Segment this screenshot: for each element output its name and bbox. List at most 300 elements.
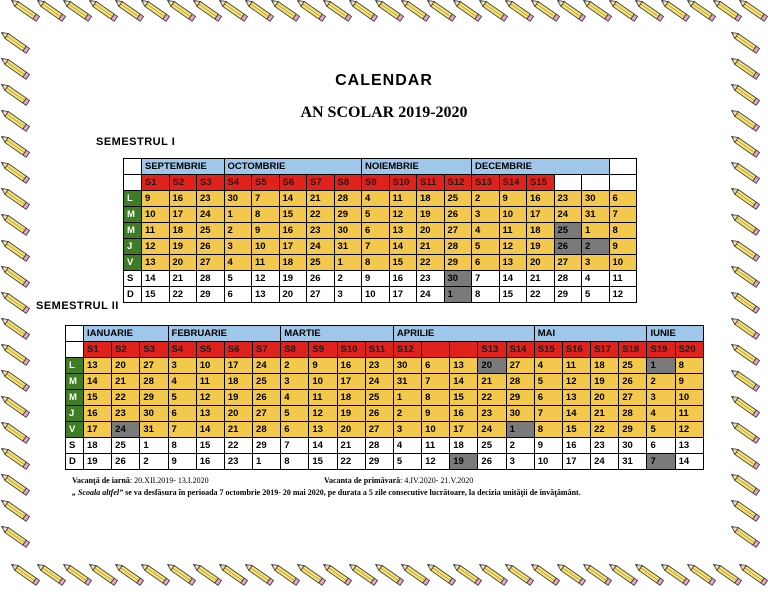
vacation-note-line [72,476,209,485]
date-cell: 30 [140,406,168,422]
date-cell: 17 [337,374,365,390]
week-number-row [124,175,637,191]
date-cell: 1 [506,422,534,438]
pencil-icon [88,562,118,585]
date-cell: 15 [389,255,417,271]
date-cell: 14 [675,454,703,470]
date-cell: 4 [393,438,421,454]
date-cell: 2 [393,406,421,422]
date-cell: 28 [253,422,281,438]
date-cell: 24 [478,422,506,438]
pencil-icon [192,0,222,21]
date-cell: 16 [84,406,112,422]
week-number: S15 [527,175,555,191]
day-row [66,438,704,454]
date-cell: 15 [84,390,112,406]
date-cell: 22 [112,390,140,406]
date-cell: 10 [609,255,637,271]
week-number: S10 [389,175,417,191]
date-cell: 28 [619,406,647,422]
pencil-icon [0,238,30,261]
pencil-icon [0,342,30,365]
date-cell: 29 [253,438,281,454]
pencil-icon [730,498,760,521]
pencil-icon [582,0,612,21]
week-number: S10 [337,342,365,358]
pencil-icon [0,160,30,183]
pencil-icon [244,0,274,21]
date-cell: 11 [499,223,527,239]
pencil-icon [730,446,760,469]
date-cell: 12 [422,454,450,470]
date-cell: 4 [582,271,610,287]
week-number: S9 [362,175,390,191]
pencil-icon [114,562,144,585]
date-cell: 28 [554,271,582,287]
week-number [450,342,478,358]
date-cell: 8 [281,454,309,470]
date-cell: 11 [252,255,280,271]
date-cell: 5 [281,406,309,422]
date-cell: 25 [365,390,393,406]
pencil-icon [738,562,768,585]
date-cell: 13 [675,438,703,454]
date-cell: 25 [444,191,472,207]
date-cell: 19 [279,271,307,287]
pencil-icon [634,562,664,585]
date-cell: 23 [417,271,445,287]
pencil-icon [730,212,760,235]
pencil-icon [730,472,760,495]
date-cell: 14 [450,374,478,390]
date-cell: 13 [499,255,527,271]
corner-cell [124,159,142,175]
day-row [66,390,704,406]
corner-cell [66,342,84,358]
date-cell: 31 [334,239,362,255]
pencil-icon [0,30,30,53]
date-cell: 6 [534,390,562,406]
date-cell: 3 [168,358,196,374]
pencil-icon [0,472,30,495]
date-cell: 25 [554,223,582,239]
date-cell: 4 [362,191,390,207]
date-cell: 25 [197,223,225,239]
week-number: S4 [168,342,196,358]
date-cell: 31 [140,422,168,438]
date-cell: 24 [112,422,140,438]
date-cell: 6 [422,358,450,374]
date-cell: 3 [393,422,421,438]
date-cell: 9 [252,223,280,239]
pencil-icon [730,264,760,287]
pencil-icon [114,0,144,21]
date-cell: 20 [591,390,619,406]
date-cell: 7 [609,207,637,223]
spring-vacation-note [324,476,473,485]
date-cell: 27 [365,422,393,438]
date-cell: 20 [169,255,197,271]
date-cell: 29 [506,390,534,406]
date-cell: 17 [224,358,252,374]
date-cell: 27 [444,223,472,239]
weekday-label: L [124,191,142,207]
date-cell: 4 [534,358,562,374]
date-cell: 15 [142,287,170,303]
pencil-icon [730,290,760,313]
pencil-icon [730,134,760,157]
date-cell: 23 [554,191,582,207]
date-cell: 26 [478,454,506,470]
date-cell: 10 [534,454,562,470]
scoala-altfel-note [72,488,581,497]
date-cell: 15 [279,207,307,223]
date-cell: 9 [675,374,703,390]
date-cell: 16 [169,191,197,207]
date-cell: 1 [444,287,472,303]
pencil-icon [10,562,40,585]
pencil-icon [218,562,248,585]
spring-vacation-dates: : 4.IV.2020- 21.V.2020 [400,476,474,485]
date-cell: 19 [450,454,478,470]
pencil-icon [582,562,612,585]
date-cell: 22 [337,454,365,470]
semester-1-heading: SEMESTRUL I [96,136,176,148]
date-cell: 27 [197,255,225,271]
month-header: MAI [534,326,647,342]
date-cell: 8 [609,223,637,239]
date-cell: 5 [362,207,390,223]
date-cell: 2 [472,191,500,207]
date-cell: 21 [337,438,365,454]
date-cell: 30 [619,438,647,454]
pencil-icon [730,186,760,209]
date-cell: 26 [365,406,393,422]
date-cell: 15 [562,422,590,438]
week-number: S4 [224,175,252,191]
date-cell: 21 [478,374,506,390]
pencil-icon [0,420,30,443]
day-row [124,287,637,303]
date-cell: 18 [417,191,445,207]
date-cell: 5 [647,422,675,438]
date-cell: 9 [168,454,196,470]
month-header: MARTIE [281,326,394,342]
date-cell: 26 [112,454,140,470]
date-cell: 22 [224,438,252,454]
date-cell: 26 [197,239,225,255]
date-cell: 17 [84,422,112,438]
pencil-icon [730,238,760,261]
pencil-icon [166,562,196,585]
pencil-icon [0,186,30,209]
date-cell: 25 [619,358,647,374]
date-cell: 14 [389,239,417,255]
date-cell: 6 [224,287,252,303]
date-cell: 30 [444,271,472,287]
weekday-label: D [66,454,84,470]
date-cell: 12 [252,271,280,287]
date-cell: 6 [362,223,390,239]
date-cell: 9 [422,406,450,422]
pencil-icon [270,0,300,21]
pencil-icon [10,0,40,21]
date-cell: 8 [422,390,450,406]
empty-cell [609,159,637,175]
month-header: SEPTEMBRIE [142,159,225,175]
week-number: S9 [309,342,337,358]
date-cell: 23 [112,406,140,422]
date-cell: 29 [444,255,472,271]
date-cell: 13 [450,358,478,374]
pencil-icon [738,0,768,21]
date-cell: 24 [591,454,619,470]
date-cell: 27 [554,255,582,271]
date-cell: 29 [334,207,362,223]
pencil-icon [348,562,378,585]
date-cell: 26 [619,374,647,390]
weekday-label: L [66,358,84,374]
pencil-icon [634,0,664,21]
date-cell: 11 [389,191,417,207]
date-cell: 28 [506,374,534,390]
date-cell: 12 [609,287,637,303]
weekday-label: J [124,239,142,255]
scoala-altfel-title: „ Scoala altfel” [72,488,124,497]
date-cell: 29 [554,287,582,303]
date-cell: 12 [309,406,337,422]
date-cell: 27 [307,287,335,303]
date-cell: 12 [499,239,527,255]
month-header: IUNIE [647,326,704,342]
pencil-icon [504,0,534,21]
week-number [422,342,450,358]
date-cell: 14 [562,406,590,422]
week-number: S13 [478,342,506,358]
date-cell: 19 [84,454,112,470]
date-cell: 13 [142,255,170,271]
pencil-icon [660,0,690,21]
week-number: S12 [444,175,472,191]
week-number: S1 [142,175,170,191]
day-row [124,207,637,223]
day-row [66,422,704,438]
month-header-row [66,326,704,342]
date-cell: 20 [527,255,555,271]
date-cell: 18 [84,438,112,454]
month-header: OCTOMBRIE [224,159,362,175]
date-cell: 10 [309,374,337,390]
pencil-icon [478,0,508,21]
pencil-icon [62,0,92,21]
date-cell: 11 [422,438,450,454]
date-cell: 7 [422,374,450,390]
date-cell: 25 [307,255,335,271]
pencil-icon [140,562,170,585]
date-cell: 4 [281,390,309,406]
pencil-icon [0,446,30,469]
date-cell: 7 [281,438,309,454]
pencil-icon [556,0,586,21]
date-cell: 5 [472,239,500,255]
date-cell: 22 [417,255,445,271]
week-number: S7 [253,342,281,358]
pencil-icon [296,562,326,585]
date-cell: 13 [389,223,417,239]
date-cell: 18 [169,223,197,239]
pencil-icon [712,0,742,21]
winter-vacation-dates: : 20.XII.2019- 13.I.2020 [129,476,209,485]
date-cell: 12 [389,207,417,223]
week-number: S11 [417,175,445,191]
date-cell: 9 [609,239,637,255]
pencil-icon [426,0,456,21]
pencil-icon [686,0,716,21]
date-cell: 9 [534,438,562,454]
date-cell: 22 [527,287,555,303]
date-cell: 6 [647,438,675,454]
date-cell: 29 [140,390,168,406]
week-number: S3 [140,342,168,358]
date-cell: 2 [582,239,610,255]
date-cell: 20 [279,287,307,303]
date-cell: 21 [417,239,445,255]
date-cell: 24 [253,358,281,374]
date-cell: 25 [253,374,281,390]
month-header: FEBRUARIE [168,326,281,342]
date-cell: 22 [591,422,619,438]
date-cell: 4 [224,255,252,271]
date-cell: 9 [362,271,390,287]
date-cell: 29 [197,287,225,303]
week-number: S16 [562,342,590,358]
week-number: S20 [675,342,703,358]
date-cell: 25 [112,438,140,454]
date-cell: 8 [675,358,703,374]
date-cell: 21 [224,422,252,438]
date-cell: 24 [554,207,582,223]
week-number: S1 [84,342,112,358]
date-cell: 17 [389,287,417,303]
pencil-icon [730,342,760,365]
date-cell: 22 [478,390,506,406]
date-cell: 16 [562,438,590,454]
date-cell: 26 [253,390,281,406]
date-cell: 16 [337,358,365,374]
pencil-icon [730,368,760,391]
pencil-icon [348,0,378,21]
date-cell: 20 [337,422,365,438]
day-row [124,223,637,239]
week-number: S17 [591,342,619,358]
day-row [124,191,637,207]
month-header: NOIEMBRIE [362,159,472,175]
date-cell: 27 [506,358,534,374]
month-header: IANUARIE [84,326,169,342]
date-cell: 3 [506,454,534,470]
date-cell: 8 [362,255,390,271]
week-number: S14 [499,175,527,191]
week-number: S3 [197,175,225,191]
date-cell: 5 [224,271,252,287]
date-cell: 7 [168,422,196,438]
date-cell: 14 [84,374,112,390]
date-cell: 22 [169,287,197,303]
date-cell: 23 [224,454,252,470]
pencil-icon [504,562,534,585]
date-cell: 5 [582,287,610,303]
date-cell: 14 [279,191,307,207]
pencil-icon [36,562,66,585]
day-row [66,358,704,374]
date-cell: 7 [472,271,500,287]
date-cell: 3 [334,287,362,303]
date-cell: 12 [675,422,703,438]
date-cell: 23 [365,358,393,374]
date-cell: 21 [307,191,335,207]
pencil-icon [730,524,760,547]
pencil-icon [478,562,508,585]
date-cell: 13 [562,390,590,406]
week-number: S5 [252,175,280,191]
pencil-icon [296,0,326,21]
winter-vacation-label: Vacanţă de iarnă [72,476,130,485]
pencil-icon [712,562,742,585]
pencil-icon [730,394,760,417]
date-cell: 24 [365,374,393,390]
date-cell: 12 [142,239,170,255]
scoala-altfel-text: se va desfăsura în perioada 7 octombrie 2019- 20 mai 2020, pe durata a 5 zile consecutive lucrătoare, la decizia unităţii de învăţământ. [123,488,581,497]
pencil-icon [730,160,760,183]
pencil-icon [0,368,30,391]
date-cell: 20 [417,223,445,239]
pencil-icon [686,562,716,585]
date-cell: 5 [393,454,421,470]
corner-cell [124,175,142,191]
week-number: S2 [112,342,140,358]
day-row [66,406,704,422]
date-cell: 2 [224,223,252,239]
date-cell: 1 [582,223,610,239]
date-cell: 18 [450,438,478,454]
pencil-icon [244,562,274,585]
corner-cell [66,326,84,342]
week-number: S12 [393,342,421,358]
date-cell: 4 [168,374,196,390]
date-cell: 18 [337,390,365,406]
pencil-icon [270,562,300,585]
date-cell: 2 [140,454,168,470]
date-cell: 1 [140,438,168,454]
semester-1-table [123,158,637,303]
date-cell: 31 [393,374,421,390]
date-cell: 10 [422,422,450,438]
date-cell: 2 [334,271,362,287]
date-cell: 16 [527,191,555,207]
date-cell: 27 [253,406,281,422]
pencil-icon [0,212,30,235]
pencil-icon [218,0,248,21]
date-cell: 20 [224,406,252,422]
date-cell: 11 [309,390,337,406]
day-row [124,255,637,271]
date-cell: 28 [334,191,362,207]
date-cell: 27 [140,358,168,374]
pencil-icon [556,562,586,585]
date-cell: 16 [389,271,417,287]
date-cell: 8 [168,438,196,454]
date-cell: 23 [591,438,619,454]
